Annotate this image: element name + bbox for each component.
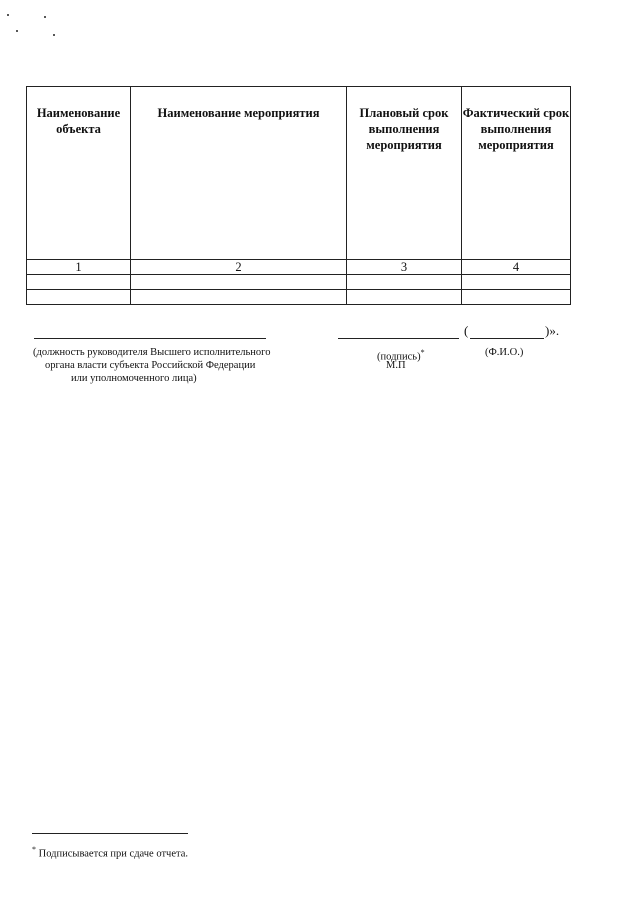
table-cell	[131, 290, 347, 305]
scan-speck	[16, 30, 18, 32]
name-open-paren: (	[464, 323, 469, 338]
table-cell	[347, 290, 462, 305]
table-row	[27, 290, 571, 305]
table-cell	[462, 275, 571, 290]
table-cell	[27, 290, 131, 305]
column-number: 2	[131, 260, 347, 275]
table-header-row	[27, 87, 571, 260]
table-cell	[131, 275, 347, 290]
footnote-separator	[32, 833, 188, 834]
column-number: 1	[27, 260, 131, 275]
column-number: 4	[462, 260, 571, 275]
header-planned-date: Плановый срок выполнения мероприятия	[347, 87, 462, 260]
footnote-text: Подписывается при сдаче отчета.	[38, 848, 188, 860]
header-actual-date: Фактический срок выполнения мероприятия	[462, 87, 571, 260]
position-caption-line3: или уполномоченного лица)	[71, 373, 197, 384]
table-row	[27, 275, 571, 290]
scan-speck	[7, 14, 9, 16]
scan-speck	[44, 16, 46, 18]
plan-table	[26, 86, 571, 305]
header-event-name: Наименование мероприятия	[131, 87, 347, 260]
name-line	[470, 338, 544, 339]
name-caption: (Ф.И.О.)	[485, 347, 524, 358]
footnote-mark: *	[420, 348, 425, 357]
footnote-mark: *	[32, 845, 36, 854]
table-cell	[462, 290, 571, 305]
signature-line	[338, 338, 459, 339]
table-cell	[347, 275, 462, 290]
stamp-caption: М.П	[386, 360, 406, 371]
name-close-quote: )».	[545, 323, 560, 338]
position-line	[34, 338, 266, 339]
table-cell	[27, 275, 131, 290]
signature-caption: (подпись)*	[377, 348, 425, 363]
scan-speck	[53, 34, 55, 36]
footnote	[32, 843, 188, 861]
header-object-name: Наименование объекта	[27, 87, 131, 260]
position-caption-line1: (должность руководителя Высшего исполнительного	[33, 347, 271, 358]
column-number-row	[27, 260, 571, 275]
column-number: 3	[347, 260, 462, 275]
position-caption-line2: органа власти субъекта Российской Федерации	[45, 360, 256, 371]
